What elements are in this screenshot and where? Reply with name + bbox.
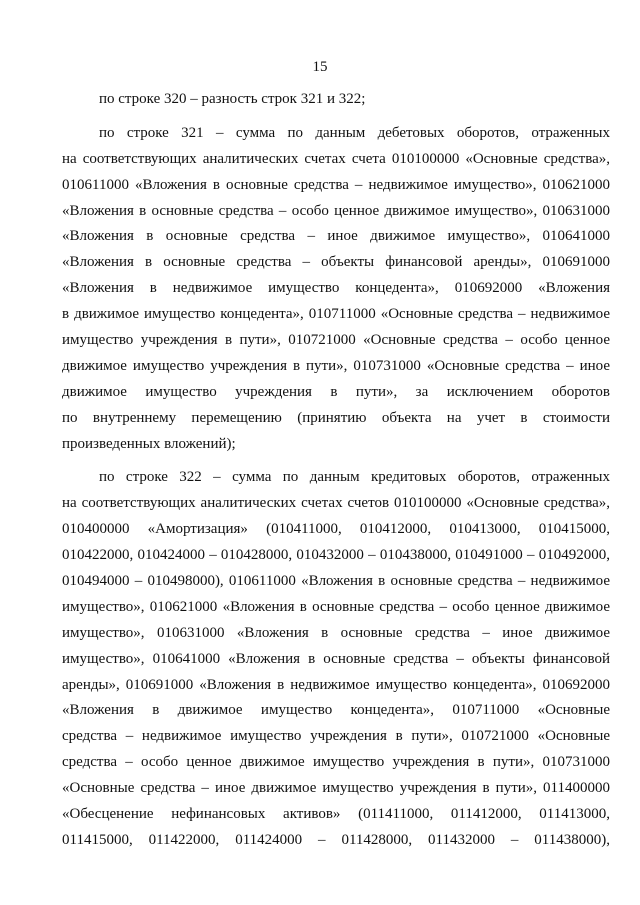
paragraph-2-line-2: на соответствующих аналитических счетах счета 010100000 «Основные средства», [62,150,610,167]
paragraph-gap [62,457,610,465]
paragraph-3-line-13: «Основные средства – иное движимое имущество учреждения в пути», 011400000 [62,780,610,797]
paragraph-3-line-8: имущество», 010641000 «Вложения в основные средства – объекты финансовой [62,650,610,667]
paragraph-3-line-2: на соответствующих аналитических счетах счетов 010100000 «Основные средства», [62,495,610,512]
paragraph-3-line-14: «Обесценение нефинансовых активов» (011411000, 011412000, 011413000, [62,806,610,823]
paragraph-1-line-1: по строке 320 – разность строк 321 и 322; [99,91,366,107]
paragraph-2-line-1: по строке 321 – сумма по данным дебетовых оборотов, отраженных [99,124,610,141]
paragraph-3-line-9: аренды», 010691000 «Вложения в недвижимое имущество концедента», 010692000 [62,676,610,693]
paragraph-2-line-13: произведенных вложений); [62,435,236,452]
paragraph-2-line-11: движимое имущество учреждения в пути», за исключением оборотов [62,383,610,400]
paragraph-2-line-4: «Вложения в основные средства – особо ценное движимое имущество», 010631000 [62,202,610,219]
paragraph-3-line-7: имущество», 010631000 «Вложения в основные средства – иное движимое [62,624,610,641]
paragraph-3-line-5: 010494000 – 010498000), 010611000 «Вложения в основные средства – недвижимое [62,573,610,590]
page-number: 15 [312,59,328,75]
paragraph-3-line-11: средства – недвижимое имущество учреждения в пути», 010721000 «Основные [62,728,610,745]
paragraph-2-line-12: по внутреннему перемещению (принятию объекта на учет в стоимости [62,409,610,426]
paragraph-gap [62,113,610,121]
paragraph-2-line-3: 010611000 «Вложения в основные средства – недвижимое имущество», 010621000 [62,176,610,193]
paragraph-2-line-5: «Вложения в основные средства – иное движимое имущество», 010641000 [62,228,610,245]
paragraph-2-line-10: движимое имущество учреждения в пути», 010731000 «Основные средства – иное [62,357,610,374]
paragraph-3-line-15: 011415000, 011422000, 011424000 – 011428000, 011432000 – 011438000), [62,831,610,848]
paragraph-3-line-1: по строке 322 – сумма по данным кредитовых оборотов, отраженных [99,469,610,486]
paragraph-2-line-9: имущество учреждения в пути», 010721000 «Основные средства – особо ценное [62,332,610,349]
paragraph-2-line-6: «Вложения в основные средства – объекты финансовой аренды», 010691000 [62,254,610,271]
paragraph-3-line-10: «Вложения в движимое имущество концедента», 010711000 «Основные [62,702,610,719]
paragraph-2-line-7: «Вложения в недвижимое имущество концедента», 010692000 «Вложения [62,280,610,297]
paragraph-3-line-12: средства – особо ценное движимое имущество учреждения в пути», 010731000 [62,754,610,771]
document-body [62,87,610,854]
paragraph-2-line-8: в движимое имущество концедента», 010711000 «Основные средства – недвижимое [62,306,610,323]
paragraph-3-line-3: 010400000 «Амортизация» (010411000, 010412000, 010413000, 010415000, [62,521,610,538]
paragraph-3-line-4: 010422000, 010424000 – 010428000, 010432000 – 010438000, 010491000 – 010492000, [62,547,610,564]
paragraph-3-line-6: имущество», 010621000 «Вложения в основные средства – особо ценное движимое [62,598,610,615]
